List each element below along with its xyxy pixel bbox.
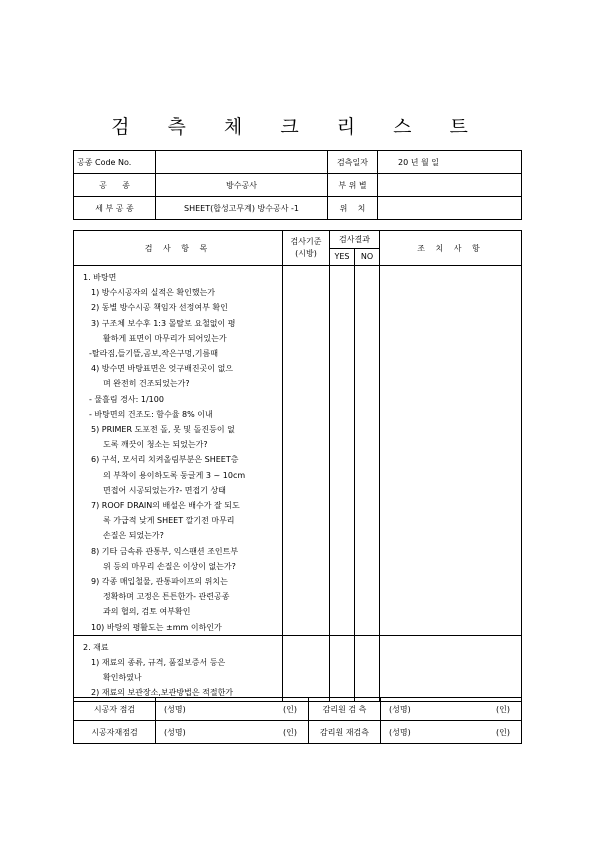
contractor-check-label: 시공자 점검 [74,698,156,721]
inspection-items-table [73,230,522,702]
work-type-value[interactable]: 방수공사 [156,174,328,197]
checklist-line: 9) 각종 매입철물, 관통파이프의 위치는 [91,577,228,587]
supervisor-inspection-label: 감리원 검 측 [309,698,381,721]
code-label: 공종 Code No. [74,151,156,174]
checklist-line: 2) 재료의 보관장소,보관방법은 적절한가 [91,688,234,698]
detail-work-label: 세 부 공 종 [74,197,156,220]
checklist-line: 5) PRIMER 도포전 돌, 못 및 돌진등이 없 [91,425,235,435]
checklist-line: 1) 재료의 종류, 규격, 품질보증서 등은 [91,658,226,668]
checklist-line: 의 부착이 용이하도록 둥글게 3 ~ 10cm [103,470,246,480]
inspection-date-value[interactable]: 20 년 월 일 [378,151,522,174]
contractor-check-signature[interactable] [156,698,309,721]
work-type-label: 공 종 [74,174,156,197]
section2-yes-cell[interactable] [330,635,355,701]
checklist-line: 1. 바탕면 [83,273,117,282]
page-title: 검 측 체 크 리 스 트 [111,116,484,138]
section1-action-cell[interactable] [380,266,522,636]
name-placeholder: (성명) [164,727,186,737]
section2-criteria-cell[interactable] [283,635,330,701]
seal-placeholder: (인) [283,704,297,714]
section1-no-cell[interactable] [355,266,380,636]
code-value-field[interactable] [156,151,328,174]
section1-items [74,266,283,636]
result-header: 검사결과 [330,231,380,249]
checklist-line: 정확하며 고정은 튼튼한가- 관련공종 [103,592,230,602]
checklist-line: 위 등의 마무리 손질은 이상이 없는가? [103,561,236,571]
contractor-recheck-signature[interactable] [156,721,309,744]
checklist-line: 며 완전히 건조되었는가? [103,379,190,389]
checklist-line: 4) 방수면 바탕표면은 엇구배진곳이 없으 [91,364,234,374]
position-label: 위 치 [328,197,378,220]
inspection-date-label: 검측일자 [328,151,378,174]
seal-placeholder: (인) [496,727,510,737]
no-header: NO [355,248,380,266]
supervisor-reinspection-signature[interactable] [381,721,522,744]
position-value-field[interactable] [378,197,522,220]
yes-header: YES [330,248,355,266]
name-placeholder: (성명) [164,704,186,714]
seal-placeholder: (인) [283,727,297,737]
checklist-line: 1) 방수시공자의 실적은 확인했는가 [91,288,216,298]
checklist-line: - 바탕면의 건조도: 함수율 8% 이내 [89,409,213,419]
section2-no-cell[interactable] [355,635,380,701]
criteria-header: 검사기준 (시방) [283,231,330,266]
checklist-line: 6) 구석, 모서리 치켜올림부분은 SHEET층 [91,455,239,465]
info-table [73,150,522,220]
section1-yes-cell[interactable] [330,266,355,636]
supervisor-inspection-signature[interactable] [381,698,522,721]
checklist-line: 손질은 되었는가? [103,531,164,541]
location-label: 부 위 별 [328,174,378,197]
checklist-line: 2. 재료 [83,642,109,652]
items-header: 검 사 항 목 [74,231,283,266]
action-header: 조 치 사 항 [380,231,522,266]
name-placeholder: (성명) [389,727,411,737]
location-value-field[interactable] [378,174,522,197]
section2-items [74,635,283,701]
checklist-line: 확인하였나 [103,673,142,683]
detail-work-value[interactable]: SHEET(합성고무계) 방수공사 -1 [156,197,328,220]
checklist-line: 면접어 시공되었는가?- 면접기 상태 [103,485,226,495]
checklist-line: -탈라짐,들기뜰,곰보,작은구멍,기름때 [89,349,218,359]
section1-criteria-cell[interactable] [283,266,330,636]
checklist-line: 10) 바탕의 평활도는 ±mm 이하인가 [91,622,222,632]
checklist-line: 록 가급적 낮게 SHEET 깔기전 마무리 [103,516,235,526]
section2-action-cell[interactable] [380,635,522,701]
checklist-line: 2) 동별 방수시공 책임자 선정여부 확인 [91,303,228,313]
supervisor-reinspection-label: 감리원 재검측 [309,721,381,744]
checklist-line: - 물흘림 경사: 1/100 [89,394,164,404]
seal-placeholder: (인) [496,704,510,714]
checklist-line: 활하게 표면이 마무리가 되어있는가 [103,333,227,343]
checklist-line: 과의 협의, 검토 여부확인 [103,607,191,617]
name-placeholder: (성명) [389,704,411,714]
checklist-line: 7) ROOF DRAIN의 배설은 배수가 잘 되도 [91,501,240,511]
checklist-line: 8) 기타 금속류 관통부, 익스팬션 조인트부 [91,546,239,556]
checklist-line: 3) 구조체 보수후 1:3 몰탈로 요철없이 평 [91,318,236,328]
signature-table [73,697,522,744]
checklist-line: 도록 깨끗이 청소는 되었는가? [103,440,208,450]
contractor-recheck-label: 시공자재점검 [74,721,156,744]
